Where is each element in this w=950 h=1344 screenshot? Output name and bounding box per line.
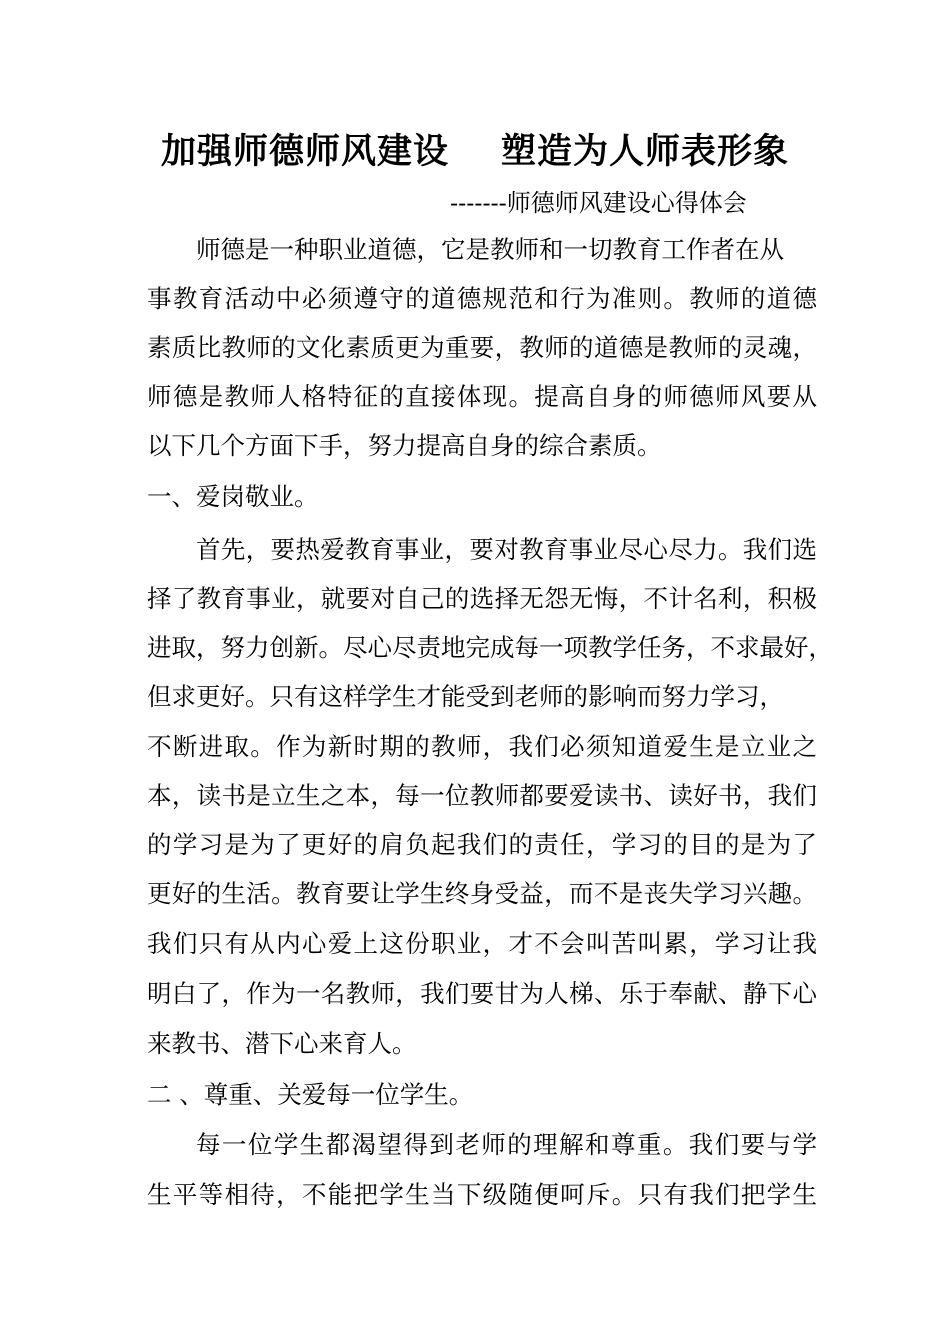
paragraph-line: 明白了，作为一名教师，我们要甘为人梯、乐于奉献、静下心 — [147, 979, 817, 1008]
title-part-1: 加强师德师风建设 — [160, 131, 449, 172]
subtitle: -------师德师风建设心得体会 — [450, 189, 747, 217]
paragraph-line: 进取，努力创新。尽心尽责地完成每一项教学任务，不求最好， — [147, 633, 833, 662]
paragraph-line: 择了教育事业，就要对自己的选择无怨无悔，不计名利，积极 — [147, 584, 817, 613]
paragraph-line: 师德是一种职业道德，它是教师和一切教育工作者在从 — [196, 235, 784, 264]
paragraph-line: 每一位学生都渴望得到老师的理解和尊重。我们要与学 — [196, 1130, 817, 1159]
paragraph-line: 我们只有从内心爱上这份职业，才不会叫苦叫累，学习让我 — [147, 929, 817, 958]
paragraph-line: 但求更好。只有这样学生才能受到老师的影响而努力学习， — [147, 682, 784, 711]
paragraph-line: 生平等相待，不能把学生当下级随便呵斥。只有我们把学生 — [147, 1180, 817, 1209]
paragraph-line: 师德是教师人格特征的直接体现。提高自身的师德师风要从 — [147, 382, 817, 411]
section-heading-2: 二 、尊重、关爱每一位学生。 — [147, 1080, 474, 1109]
paragraph-line: 不断进取。作为新时期的教师，我们必须知道爱生是立业之 — [147, 732, 817, 761]
paragraph-line: 素质比教师的文化素质更为重要，教师的道德是教师的灵魂， — [147, 333, 817, 362]
page-title — [0, 124, 950, 174]
paragraph-line: 以下几个方面下手，努力提高自身的综合素质。 — [147, 431, 662, 460]
section-heading-1: 一、爱岗敬业。 — [147, 482, 319, 511]
paragraph-line: 首先，要热爱教育事业，要对教育事业尽心尽力。我们选 — [196, 535, 817, 564]
paragraph-line: 的学习是为了更好的肩负起我们的责任，学习的目的是为了 — [147, 830, 817, 859]
title-part-2: 塑造为人师表形象 — [501, 131, 790, 172]
paragraph-line: 事教育活动中必须遵守的道德规范和行为准则。教师的道德 — [147, 284, 817, 313]
paragraph-line: 来教书、潜下心来育人。 — [147, 1029, 417, 1058]
paragraph-line: 本，读书是立生之本，每一位教师都要爱读书、读好书，我们 — [147, 781, 817, 810]
paragraph-line: 更好的生活。教育要让学生终身受益，而不是丧失学习兴趣。 — [147, 879, 817, 908]
